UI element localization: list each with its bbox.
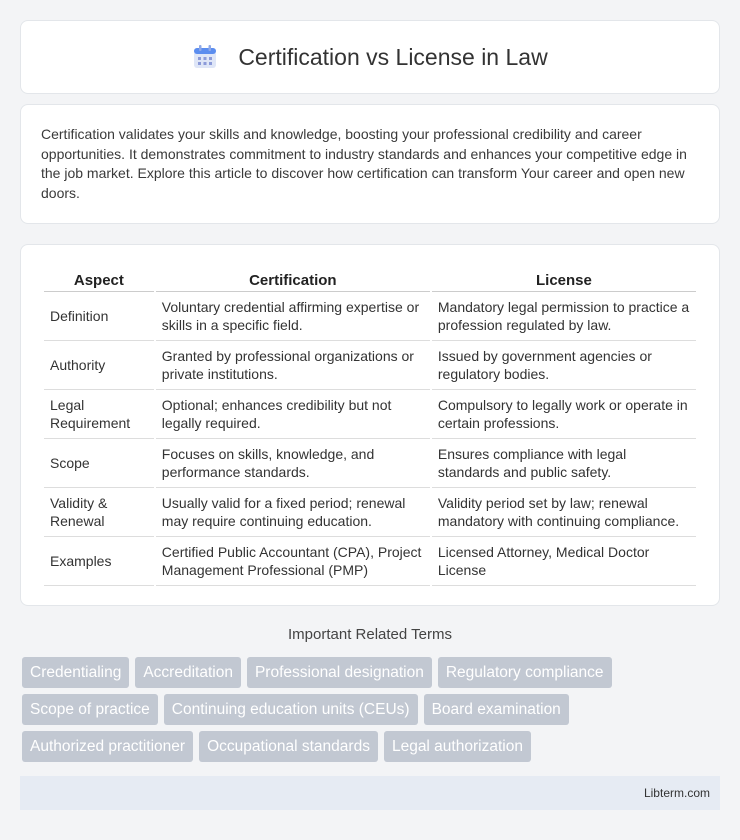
tag-regulatory-compliance[interactable]: Regulatory compliance — [438, 657, 612, 688]
cell-aspect: Validity & Renewal — [44, 488, 154, 537]
column-header-aspect: Aspect — [44, 265, 154, 292]
table-row — [44, 488, 696, 537]
cell-certification: Usually valid for a fixed period; renewal may require continuing education. — [156, 488, 430, 537]
intro-card — [20, 104, 720, 224]
cell-aspect: Examples — [44, 537, 154, 586]
tag-row — [22, 657, 722, 688]
cell-aspect: Authority — [44, 341, 154, 390]
table-row — [44, 390, 696, 439]
tag-accreditation[interactable]: Accreditation — [135, 657, 241, 688]
cell-license: Validity period set by law; renewal mandatory with continuing compliance. — [432, 488, 696, 537]
calendar-icon — [192, 44, 218, 70]
footer — [20, 776, 720, 810]
cell-license: Ensures compliance with legal standards and public safety. — [432, 439, 696, 488]
title-card — [20, 20, 720, 94]
tag-row — [22, 694, 722, 725]
cell-aspect: Scope — [44, 439, 154, 488]
comparison-card — [20, 244, 720, 606]
cell-aspect: Legal Requirement — [44, 390, 154, 439]
related-terms — [22, 657, 722, 768]
cell-certification: Optional; enhances credibility but not legally required. — [156, 390, 430, 439]
tag-board-examination[interactable]: Board examination — [424, 694, 569, 725]
tag-occupational-standards[interactable]: Occupational standards — [199, 731, 378, 762]
tag-credentialing[interactable]: Credentialing — [22, 657, 129, 688]
cell-certification: Voluntary credential affirming expertise or skills in a specific field. — [156, 292, 430, 341]
intro-text: Certification validates your skills and knowledge, boosting your professional credibility and career opportunities. It demonstrates commitment to industry standards and enhances your competitive edge in the job market. Explore this article to discover how certification can transform Your career and open new doors. — [41, 126, 687, 201]
table-row — [44, 341, 696, 390]
tag-row — [22, 731, 722, 762]
cell-license: Licensed Attorney, Medical Doctor License — [432, 537, 696, 586]
cell-aspect: Definition — [44, 292, 154, 341]
related-terms-title: Important Related Terms — [288, 626, 452, 643]
tag-professional-designation[interactable]: Professional designation — [247, 657, 432, 688]
column-header-certification: Certification — [156, 265, 430, 292]
cell-certification: Certified Public Accountant (CPA), Project Management Professional (PMP) — [156, 537, 430, 586]
table-header-row — [44, 265, 696, 292]
tag-legal-authorization[interactable]: Legal authorization — [384, 731, 531, 762]
cell-license: Compulsory to legally work or operate in certain professions. — [432, 390, 696, 439]
comparison-table — [42, 265, 698, 586]
page-title: Certification vs License in Law — [238, 43, 548, 70]
cell-license: Mandatory legal permission to practice a profession regulated by law. — [432, 292, 696, 341]
tag-continuing-education-units[interactable]: Continuing education units (CEUs) — [164, 694, 418, 725]
table-row — [44, 439, 696, 488]
footer-link[interactable]: Libterm.com — [643, 786, 710, 800]
column-header-license: License — [432, 265, 696, 292]
cell-certification: Granted by professional organizations or private institutions. — [156, 341, 430, 390]
cell-certification: Focuses on skills, knowledge, and performance standards. — [156, 439, 430, 488]
table-row — [44, 292, 696, 341]
tag-authorized-practitioner[interactable]: Authorized practitioner — [22, 731, 193, 762]
cell-license: Issued by government agencies or regulatory bodies. — [432, 341, 696, 390]
table-row — [44, 537, 696, 586]
tag-scope-of-practice[interactable]: Scope of practice — [22, 694, 158, 725]
